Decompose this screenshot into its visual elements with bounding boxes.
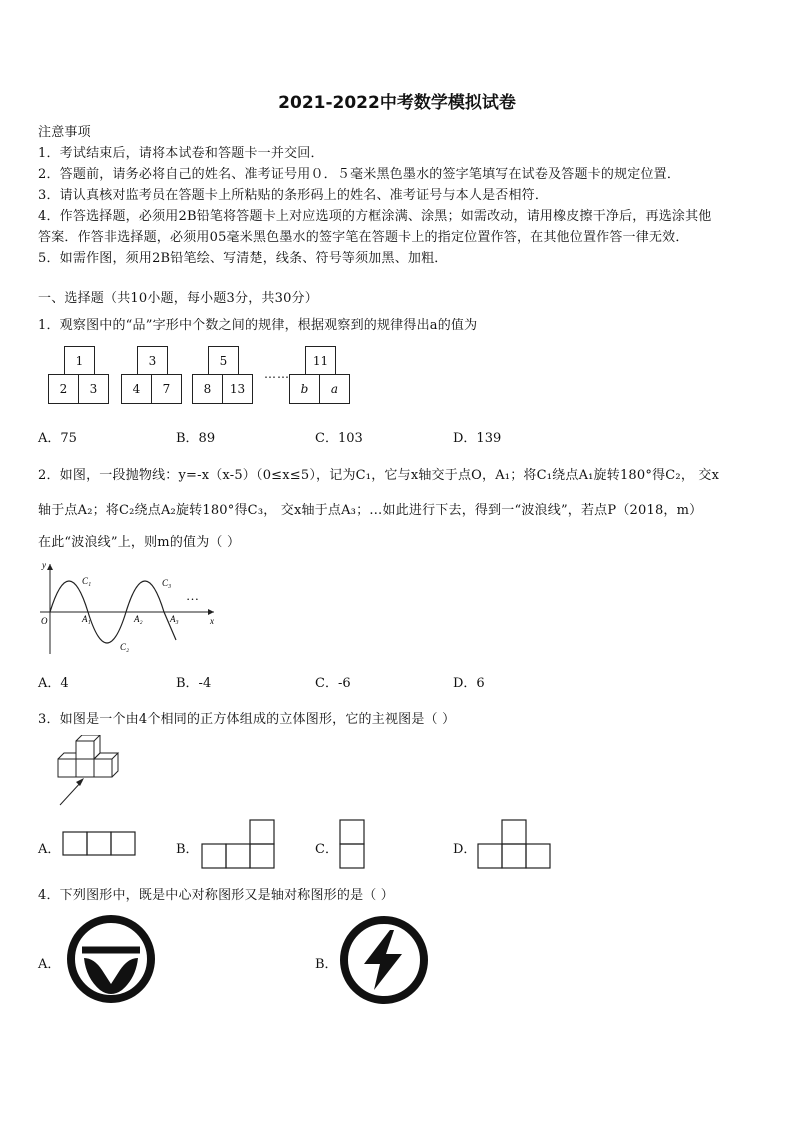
note-item: 5．如需作图，须用2B铅笔绘、写清楚，线条、符号等须加黑、加粗． (38, 251, 448, 266)
q2-option-c: C．-6 (315, 676, 351, 691)
note-item: 1．考试结束后，请将本试卷和答题卡一并交回． (38, 146, 324, 161)
q3-option-d: D． (453, 842, 477, 857)
q1-option-a: A．75 (38, 431, 77, 446)
q4-option-a-symbol-icon (64, 912, 158, 1006)
q3-option-b-figure (199, 818, 279, 870)
y-label: y (42, 560, 46, 570)
q1-option-c: C．103 (315, 431, 363, 446)
q3-option-d-figure (475, 818, 555, 870)
q4-option-a: A． (38, 957, 61, 972)
q3-option-c: C． (315, 842, 338, 857)
notes-heading: 注意事项 (38, 125, 91, 140)
note-item: 3．请认真核对监考员在答题卡上所粘贴的条形码上的姓名、准考证号与本人是否相符． (38, 188, 549, 203)
question-2-line: 2．如图，一段抛物线：y=-x（x-5）（0≤x≤5），记为C₁，它与x轴交于点O，A₁；将C₁绕点A₁旋转180°得C₂， 交x (38, 468, 720, 483)
figure-top-cell: 5 (208, 346, 239, 375)
wave-graph (36, 558, 226, 658)
c1-label: C₁ (82, 576, 92, 586)
origin-label: O (41, 616, 48, 626)
figure-right-cell: 13 (222, 374, 253, 404)
figure-top-cell: 11 (305, 346, 336, 375)
figure-left-cell: 2 (48, 374, 79, 404)
q2-option-a: A．4 (38, 676, 69, 691)
a1-label: A₁ (82, 614, 91, 624)
section-heading: 一、选择题（共10小题，每小题3分，共30分） (38, 291, 318, 306)
a3-label: A₃ (170, 614, 179, 624)
q2-option-d: D．6 (453, 676, 485, 691)
figure-top-cell: 3 (137, 346, 168, 375)
question-1-stem: 1．观察图中的“品”字形中个数之间的规律，根据观察到的规律得出a的值为 (38, 318, 478, 333)
note-item: 答案．作答非选择题，必须用05毫米黑色墨水的签字笔在答题卡上的指定位置作答，在其他位置作答一律无效． (38, 230, 689, 245)
graph-ellipsis: … (186, 588, 199, 603)
question-3-stem: 3．如图是一个由4个相同的正方体组成的立体图形，它的主视图是（ ） (38, 712, 456, 727)
x-label: x (210, 616, 214, 626)
page-title: 2021-2022中考数学模拟试卷 (278, 93, 516, 113)
q3-option-a: A． (38, 842, 61, 857)
figure-left-cell: 8 (192, 374, 223, 404)
q3-option-a-figure (62, 830, 140, 858)
cube-solid-figure (52, 735, 124, 807)
c3-label: C₃ (162, 578, 172, 588)
figure-left-cell: 4 (121, 374, 152, 404)
note-item: 4．作答选择题，必须用2B铅笔将答题卡上对应选项的方框涂满、涂黑；如需改动，请用橡皮擦干净后，再选涂其他 (38, 209, 712, 224)
figure-ellipsis: …… (264, 367, 290, 381)
q4-option-b-lightning-icon (338, 914, 430, 1006)
figure-left-cell: b (289, 374, 320, 404)
figure-right-cell: a (319, 374, 350, 404)
q1-option-b: B．89 (176, 431, 216, 446)
figure-right-cell: 3 (78, 374, 109, 404)
question-4-stem: 4．下列图形中，既是中心对称图形又是轴对称图形的是（ ） (38, 888, 395, 903)
note-item: 2．答题前，请务必将自己的姓名、准考证号用０．５毫米黑色墨水的签字笔填写在试卷及答题卡的规定位置． (38, 167, 681, 182)
q1-option-d: D．139 (453, 431, 502, 446)
q3-option-c-figure (338, 818, 368, 870)
y-axis-arrow-icon (47, 564, 53, 570)
q4-option-b: B． (315, 957, 338, 972)
a2-label: A₂ (134, 614, 143, 624)
figure-right-cell: 7 (151, 374, 182, 404)
q2-option-b: B．-4 (176, 676, 212, 691)
question-2-line: 轴于点A₂；将C₂绕点A₂旋转180°得C₃， 交x轴于点A₃；…如此进行下去，得到一“波浪线”，若点P（2018，m） (38, 503, 703, 518)
question-2-line: 在此“波浪线”上，则m的值为（ ） (38, 535, 241, 550)
x-axis-arrow-icon (208, 609, 214, 615)
figure-top-cell: 1 (64, 346, 95, 375)
c2-label: C₂ (120, 642, 130, 652)
q3-option-b: B． (176, 842, 199, 857)
